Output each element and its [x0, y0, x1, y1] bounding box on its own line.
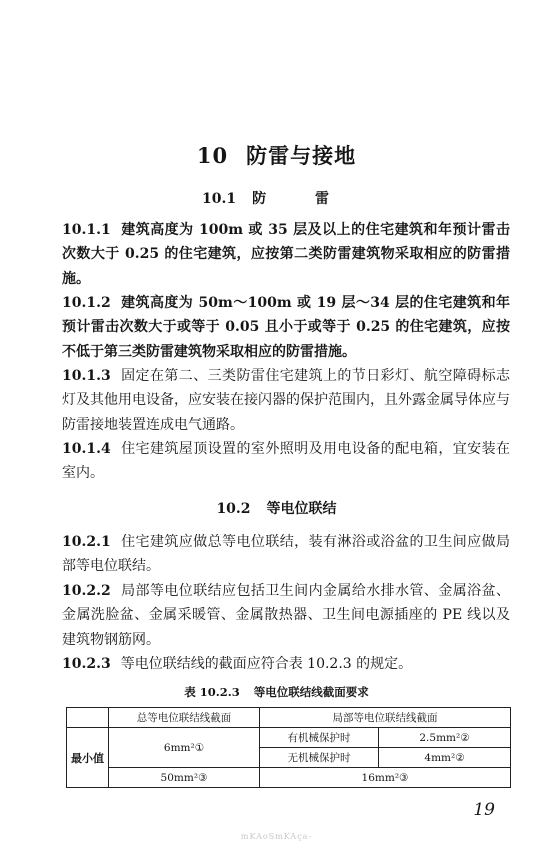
section-title-text: 防 雷 [252, 191, 351, 207]
clause-10-2-3 [62, 652, 510, 676]
clause-text: 建筑高度为 100m 或 35 层及以上的住宅建筑和年预计雷击次数大于 0.25 的住宅建筑，应按第二类防雷建筑物采取相应的防雷措施。 [62, 222, 510, 287]
watermark-text: mKAoSmKAça- [240, 832, 313, 841]
clause-10-1-1 [62, 218, 510, 291]
header-main-bonding: 总等电位联结线截面 [109, 708, 260, 728]
main-value-2-cell: 50mm²③ [109, 768, 260, 788]
clause-text: 局部等电位联结应包括卫生间内金属给水排水管、金属浴盆、金属洗脸盆、金属采暖管、金属散热器、卫生间电源插座的 PE 线以及建筑物钢筋网。 [62, 583, 510, 648]
clause-number: 10.1.3 [62, 368, 111, 384]
clause-number: 10.1.4 [62, 441, 111, 457]
section-heading-10-1 [0, 188, 553, 208]
table-row [67, 768, 511, 788]
clause-text: 等电位联结线的截面应符合表 10.2.3 的规定。 [120, 656, 413, 672]
section-number: 10.2 [216, 501, 251, 517]
clause-number: 10.2.3 [62, 656, 111, 672]
unprotected-value-cell: 4mm²② [379, 748, 511, 768]
section-number: 10.1 [202, 191, 237, 207]
clause-number: 10.2.2 [62, 583, 111, 599]
section-heading-10-2 [0, 498, 553, 518]
chapter-title-text: 防雷与接地 [246, 143, 357, 168]
header-local-bonding: 局部等电位联结线截面 [260, 708, 511, 728]
protected-value-cell: 2.5mm²② [379, 728, 511, 748]
chapter-number: 10 [196, 143, 229, 168]
table-number: 表 10.2.3 [184, 685, 240, 699]
chapter-title [0, 140, 553, 170]
row-label-minimum: 最小值 [67, 728, 109, 788]
local-value-2-cell: 16mm²③ [260, 768, 511, 788]
clause-text: 住宅建筑应做总等电位联结，装有淋浴或浴盆的卫生间应做局部等电位联结。 [62, 534, 510, 575]
cross-section-table [66, 707, 511, 788]
table-caption [0, 684, 553, 700]
clause-10-1-3 [62, 364, 510, 437]
clause-text: 建筑高度为 50m～100m 或 19 层～34 层的住宅建筑和年预计雷击次数大于或等于 0.05 且小于或等于 0.25 的住宅建筑，应按不低于第三类防雷建筑物采取相应的防雷措施。 [62, 295, 510, 360]
clause-number: 10.1.2 [62, 295, 111, 311]
clause-number: 10.2.1 [62, 534, 111, 550]
clause-10-2-1 [62, 530, 510, 579]
main-value-cell: 6mm²① [109, 728, 260, 768]
section-title-text: 等电位联结 [266, 501, 337, 517]
clause-number: 10.1.1 [62, 222, 111, 238]
clause-text: 固定在第二、三类防雷住宅建筑上的节日彩灯、航空障碍标志灯及其他用电设备，应安装在接闪器的保护范围内，且外露金属导体应与防雷接地装置连成电气通路。 [62, 368, 510, 433]
protected-label-cell: 有机械保护时 [260, 728, 379, 748]
unprotected-label-cell: 无机械保护时 [260, 748, 379, 768]
table-title: 等电位联结线截面要求 [253, 685, 369, 699]
clause-10-2-2 [62, 579, 510, 652]
clause-10-1-2 [62, 291, 510, 364]
clause-text: 住宅建筑屋顶设置的室外照明及用电设备的配电箱，宜安装在室内。 [62, 441, 510, 482]
header-blank-cell [67, 708, 109, 728]
table-header-row [67, 708, 511, 728]
table-row [67, 728, 511, 748]
clause-10-1-4 [62, 437, 510, 486]
page-number: 19 [473, 800, 495, 820]
